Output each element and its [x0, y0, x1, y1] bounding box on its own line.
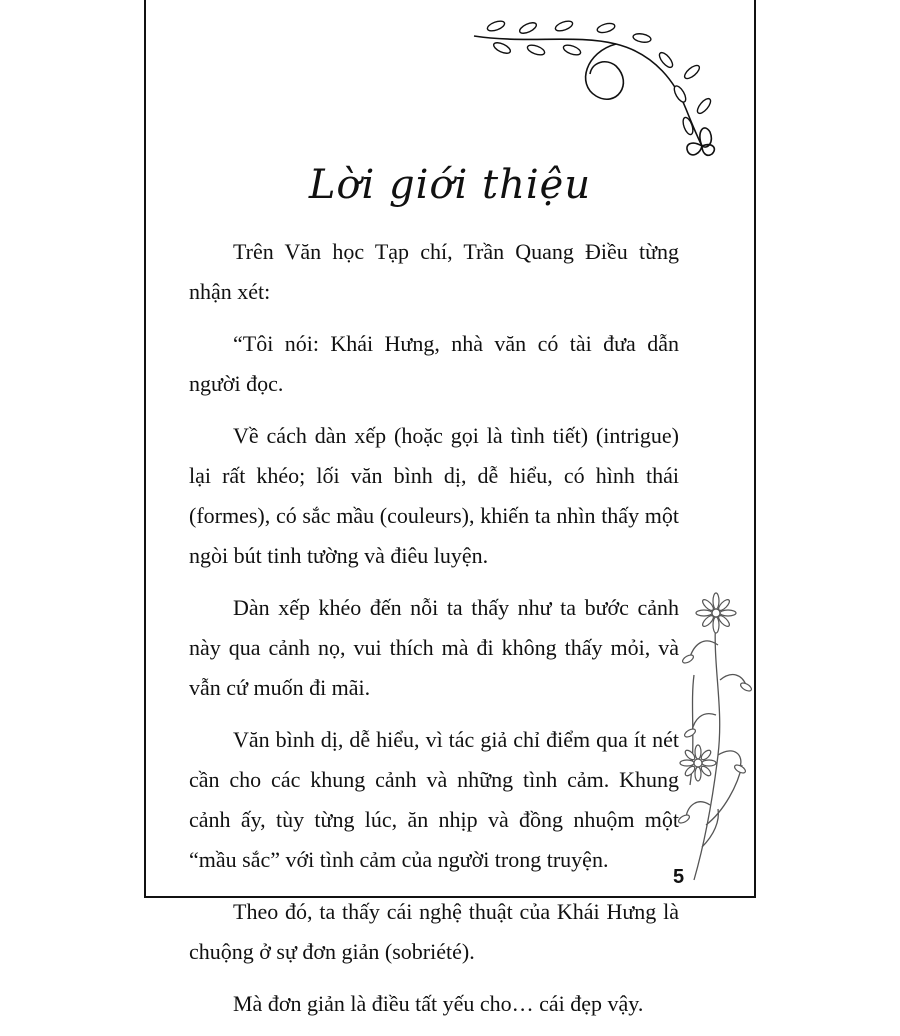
- page-number: 5: [673, 866, 685, 888]
- paragraph: Theo đó, ta thấy cái nghệ thuật của Khái Hưng là chuộng ở sự đơn giản (sobriété).: [189, 899, 679, 964]
- page-title: Lời giới thiệu: [308, 162, 592, 208]
- book-page: [144, 0, 756, 1016]
- paragraph: Dàn xếp khéo đến nỗi ta thấy như ta bước cảnh này qua cảnh nọ, vui thích mà đi không thấy mỏi, và vẫn cứ muốn đi mãi.: [189, 595, 679, 700]
- paragraph: “Tôi nói: Khái Hưng, nhà văn có tài đưa dẫn người đọc.: [189, 331, 679, 396]
- paragraph: Về cách dàn xếp (hoặc gọi là tình tiết) (intrigue) lại rất khéo; lối văn bình dị, dễ hiểu, có hình thái (formes), có sắc mầu (couleurs), khiến ta nhìn thấy một ngòi bút tinh tường và điêu luyện.: [189, 423, 679, 568]
- vine-icon: [466, 14, 736, 164]
- paragraph: Văn bình dị, dễ hiểu, vì tác giả chỉ điểm qua ít nét cần cho các khung cảnh và những tình cảm. Khung cảnh ấy, tùy từng lúc, ăn nhịp và đồng nhuộm một “mầu sắc” với tình cảm của người trong truyện.: [189, 727, 679, 872]
- paragraph: Trên Văn học Tạp chí, Trần Quang Điều từng nhận xét:: [189, 239, 679, 304]
- paragraph: Mà đơn giản là điều tất yếu cho… cái đẹp vậy.: [233, 991, 644, 1016]
- body-text: [189, 232, 679, 1036]
